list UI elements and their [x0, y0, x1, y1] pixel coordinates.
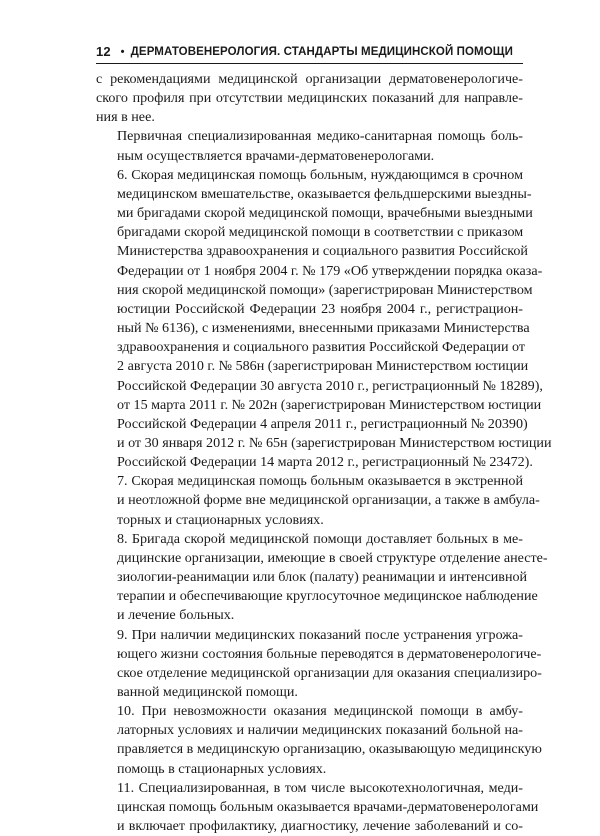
text-line: 6. Скорая медицинская помощь больным, нуждающимся в срочном [117, 166, 523, 183]
text-line: ния в нее. [96, 109, 155, 126]
text-line: зиологии-реанимации или блок (палату) реанимации и интенсивной [117, 569, 528, 586]
page-number: 12 [96, 44, 111, 59]
text-line: с рекомендациями медицинской организации дерматовенерологиче- [96, 71, 523, 87]
text-line: ный № 6136), с изменениями, внесенными приказами Министерства [117, 320, 530, 337]
text-line: ское отделение медицинской организации для оказания специализиро- [117, 664, 542, 681]
text-line: латорных условиях и наличии медицинских показаний больной на- [117, 722, 523, 739]
running-header-title: ДЕРМАТОВЕНЕРОЛОГИЯ. СТАНДАРТЫ МЕДИЦИНСКОЙ ПОМОЩИ [130, 45, 513, 58]
text-line: 9. При наличии медицинских показаний после устранения угрожа- [117, 626, 523, 643]
text-line: Федерации от 1 ноября 2004 г. № 179 «Об утверждении порядка оказа- [117, 262, 543, 279]
text-line: ния скорой медицинской помощи» (зарегистрирован Министерством [117, 281, 533, 298]
paragraph [96, 127, 523, 165]
paragraph [96, 472, 540, 529]
paragraph [96, 626, 542, 703]
text-line: Российской Федерации 4 апреля 2011 г., регистрационный № 20390) [117, 415, 528, 432]
text-line: 7. Скорая медицинская помощь больным оказывается в экстренной [117, 473, 523, 490]
text-line: здравоохранения и социального развития Российской Федерации от [117, 339, 526, 356]
text-line: и неотложной форме вне медицинской организации, а также в амбула- [117, 492, 540, 509]
paragraph [96, 166, 552, 473]
text-line: и от 30 января 2012 г. № 65н (зарегистрирован Министерством юстиции [117, 434, 552, 451]
bullet-icon: • [120, 45, 125, 58]
text-line: 11. Специализированная, в том числе высокотехнологичная, меди- [117, 779, 523, 796]
text-line: дицинские организации, имеющие в своей структуре отделение анесте- [117, 549, 548, 566]
body-text [96, 70, 552, 836]
text-line: ванной медицинской помощи. [117, 684, 298, 700]
running-header [96, 44, 523, 64]
text-line: и лечение больных. [117, 607, 235, 624]
document-page [96, 44, 552, 836]
text-line: бригадами скорой медицинской помощи в соответствии с приказом [117, 224, 524, 241]
text-line: ми бригадами скорой медицинской помощи, врачебными выездными [117, 205, 533, 222]
text-line: терапии и обеспечивающие круглосуточное медицинское наблюдение [117, 588, 538, 605]
paragraph [96, 530, 548, 626]
text-line: Российской Федерации 30 августа 2010 г., регистрационный № 18289), [117, 377, 543, 394]
text-line: Министерства здравоохранения и социального развития Российской [117, 243, 528, 260]
text-line: юстиции Российской Федерации 23 ноября 2004 г., регистрацион- [117, 300, 523, 317]
text-line: ющего жизни состояния больные переводятся в дерматовенерологиче- [117, 645, 542, 662]
text-line: 2 августа 2010 г. № 586н (зарегистрирован Министерством юстиции [117, 358, 529, 375]
paragraph [96, 70, 523, 127]
text-line: Первичная специализированная медико-санитарная помощь боль- [117, 128, 523, 145]
text-line: 10. При невозможности оказания медицинской помощи в амбу- [117, 703, 523, 720]
paragraph [96, 702, 542, 779]
text-line: Российской Федерации 14 марта 2012 г., регистрационный № 23472). [117, 454, 533, 471]
text-line: медицинском вмешательстве, оказывается фельдшерскими выездны- [117, 185, 532, 202]
text-line: ского профиля при отсутствии медицинских показаний для направле- [96, 90, 523, 107]
text-line: ным осуществляется врачами-дерматовенерологами. [117, 147, 435, 164]
text-line: правляется в медицинскую организацию, оказывающую медицинскую [117, 741, 542, 758]
text-line: 8. Бригада скорой медицинской помощи доставляет больных в ме- [117, 530, 523, 547]
text-line: помощь в стационарных условиях. [117, 760, 327, 777]
text-line: от 15 марта 2011 г. № 202н (зарегистрирован Министерством юстиции [117, 396, 542, 413]
text-line: цинская помощь больным оказывается врачами-дерматовенерологами [117, 798, 539, 815]
paragraph [96, 779, 539, 836]
text-line: торных и стационарных условиях. [117, 511, 324, 528]
text-line: и включает профилактику, диагностику, лечение заболеваний и со- [117, 818, 523, 835]
